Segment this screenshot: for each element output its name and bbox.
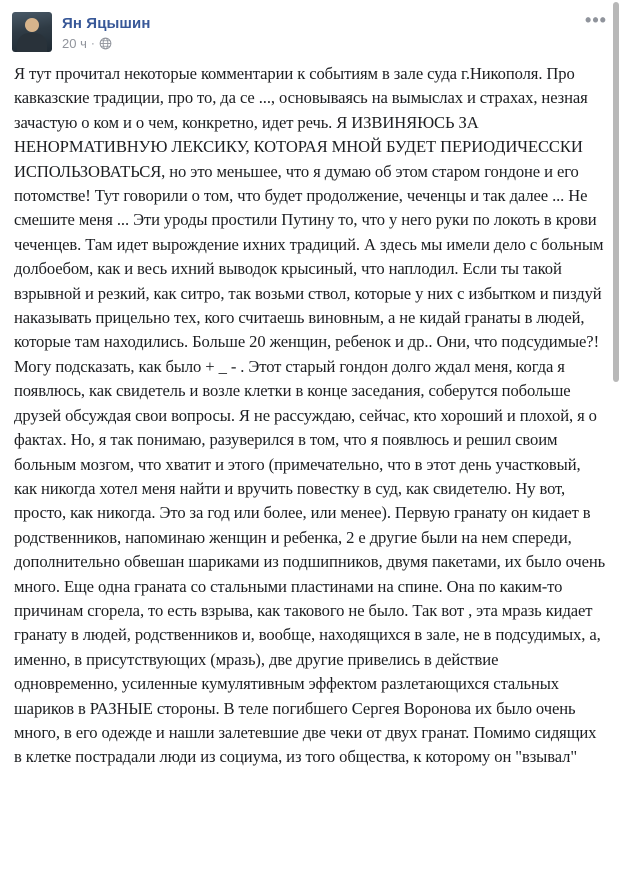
post-timestamp[interactable]: 20 ч: [62, 35, 87, 51]
post-message-text: Я тут прочитал некоторые комментарии к событиям в зале суда г.Никополя. Про кавказские традиции, про то, да се ..., основываясь на вымыслах и страхах, незная зачастую о ком и о чем, конкретно, идет речь. Я ИЗВИНЯЮСЬ ЗА НЕНОРМАТИВНУЮ ЛЕКСИКУ, КОТОРАЯ МНОЙ БУДЕТ ПЕРИОДИЧЕССКИ ИСПОЛЬЗОВАТЬСЯ, но это меньшее, что я думаю об этом старом гондоне и его потомстве! Тут говорили о том, что будет продолжение, чеченцы и так далее ... Не смешите меня ... Эти уроды простили Путину то, что у него руки по локоть в крови чеченцев. Там идет вырождение ихних традиций. А здесь мы имели дело с больным долбоебом, как и весь ихний выводок крысиный, что наплодил. Если ты такой взрывной и резкий, как ситро, так возьми ствол, которые у них с избытком и пиздуй наказывать прицельно тех, кого считаешь виновным, а не кидай гранаты в людей, которые там находились. Больше 20 женщин, ребенок и др.. Они, что подсудимые?! Могу подсказать, как было + _ - . Этот старый гондон долго ждал меня, когда я появлюсь, как свидетель и возле клетки в конце заседания, соберутся побольше друзей обсуждая свои вопросы. Я не рассуждаю, сейчас, кто хороший и плохой, я о фактах. Но, я так понимаю, разуверился в том, что я появлюсь и решил своим больным мозгом, что хватит и этого (примечательно, что в этот день участковый, как никогда хотел меня найти и вручить повестку в суд, как свидетелю. Ну вот, просто, как никогда. Это за год или более, или менее). Первую гранату он кидает в родственников, напоминаю женщин и ребенка, 2 е другие были на нем спереди, дополнительно обвешан шариками из подшипников, двумя пакетами, их было очень много. Еще одна граната со стальными пластинами на спине. Она по каким-то причинам сгорела, то есть взрыва, как такового не было. Так вот , эта мразь кидает гранату в людей, родственников и, вообще, находящихся в зале, не в подсудимых, а, именно, в присутствующих (мразь), две другие привелись в действие одновременно, усиленные кумулятивным эффектом разлетающихся стальных шариков в РАЗНЫЕ стороны. В теле погибшего Сергея Воронова их было очень много, в его одежде и нашли залетевшие две чеки от двух гранат. Помимо сидящих в клетке пострадали люди из социума, из того общества, к которому он "взывал": [14, 64, 610, 767]
more-options-icon: •••: [585, 10, 607, 30]
page-scrollbar-thumb[interactable]: [613, 2, 619, 382]
author-name[interactable]: Ян Яцышин: [62, 14, 151, 32]
post-author-block: [62, 12, 151, 52]
avatar[interactable]: [12, 12, 52, 52]
post-more-options-button[interactable]: [584, 10, 608, 32]
post-header: [12, 12, 608, 60]
post-meta: [62, 36, 151, 51]
page-scrollbar[interactable]: [612, 0, 620, 892]
meta-separator: ·: [90, 36, 95, 50]
globe-icon[interactable]: [99, 37, 112, 50]
